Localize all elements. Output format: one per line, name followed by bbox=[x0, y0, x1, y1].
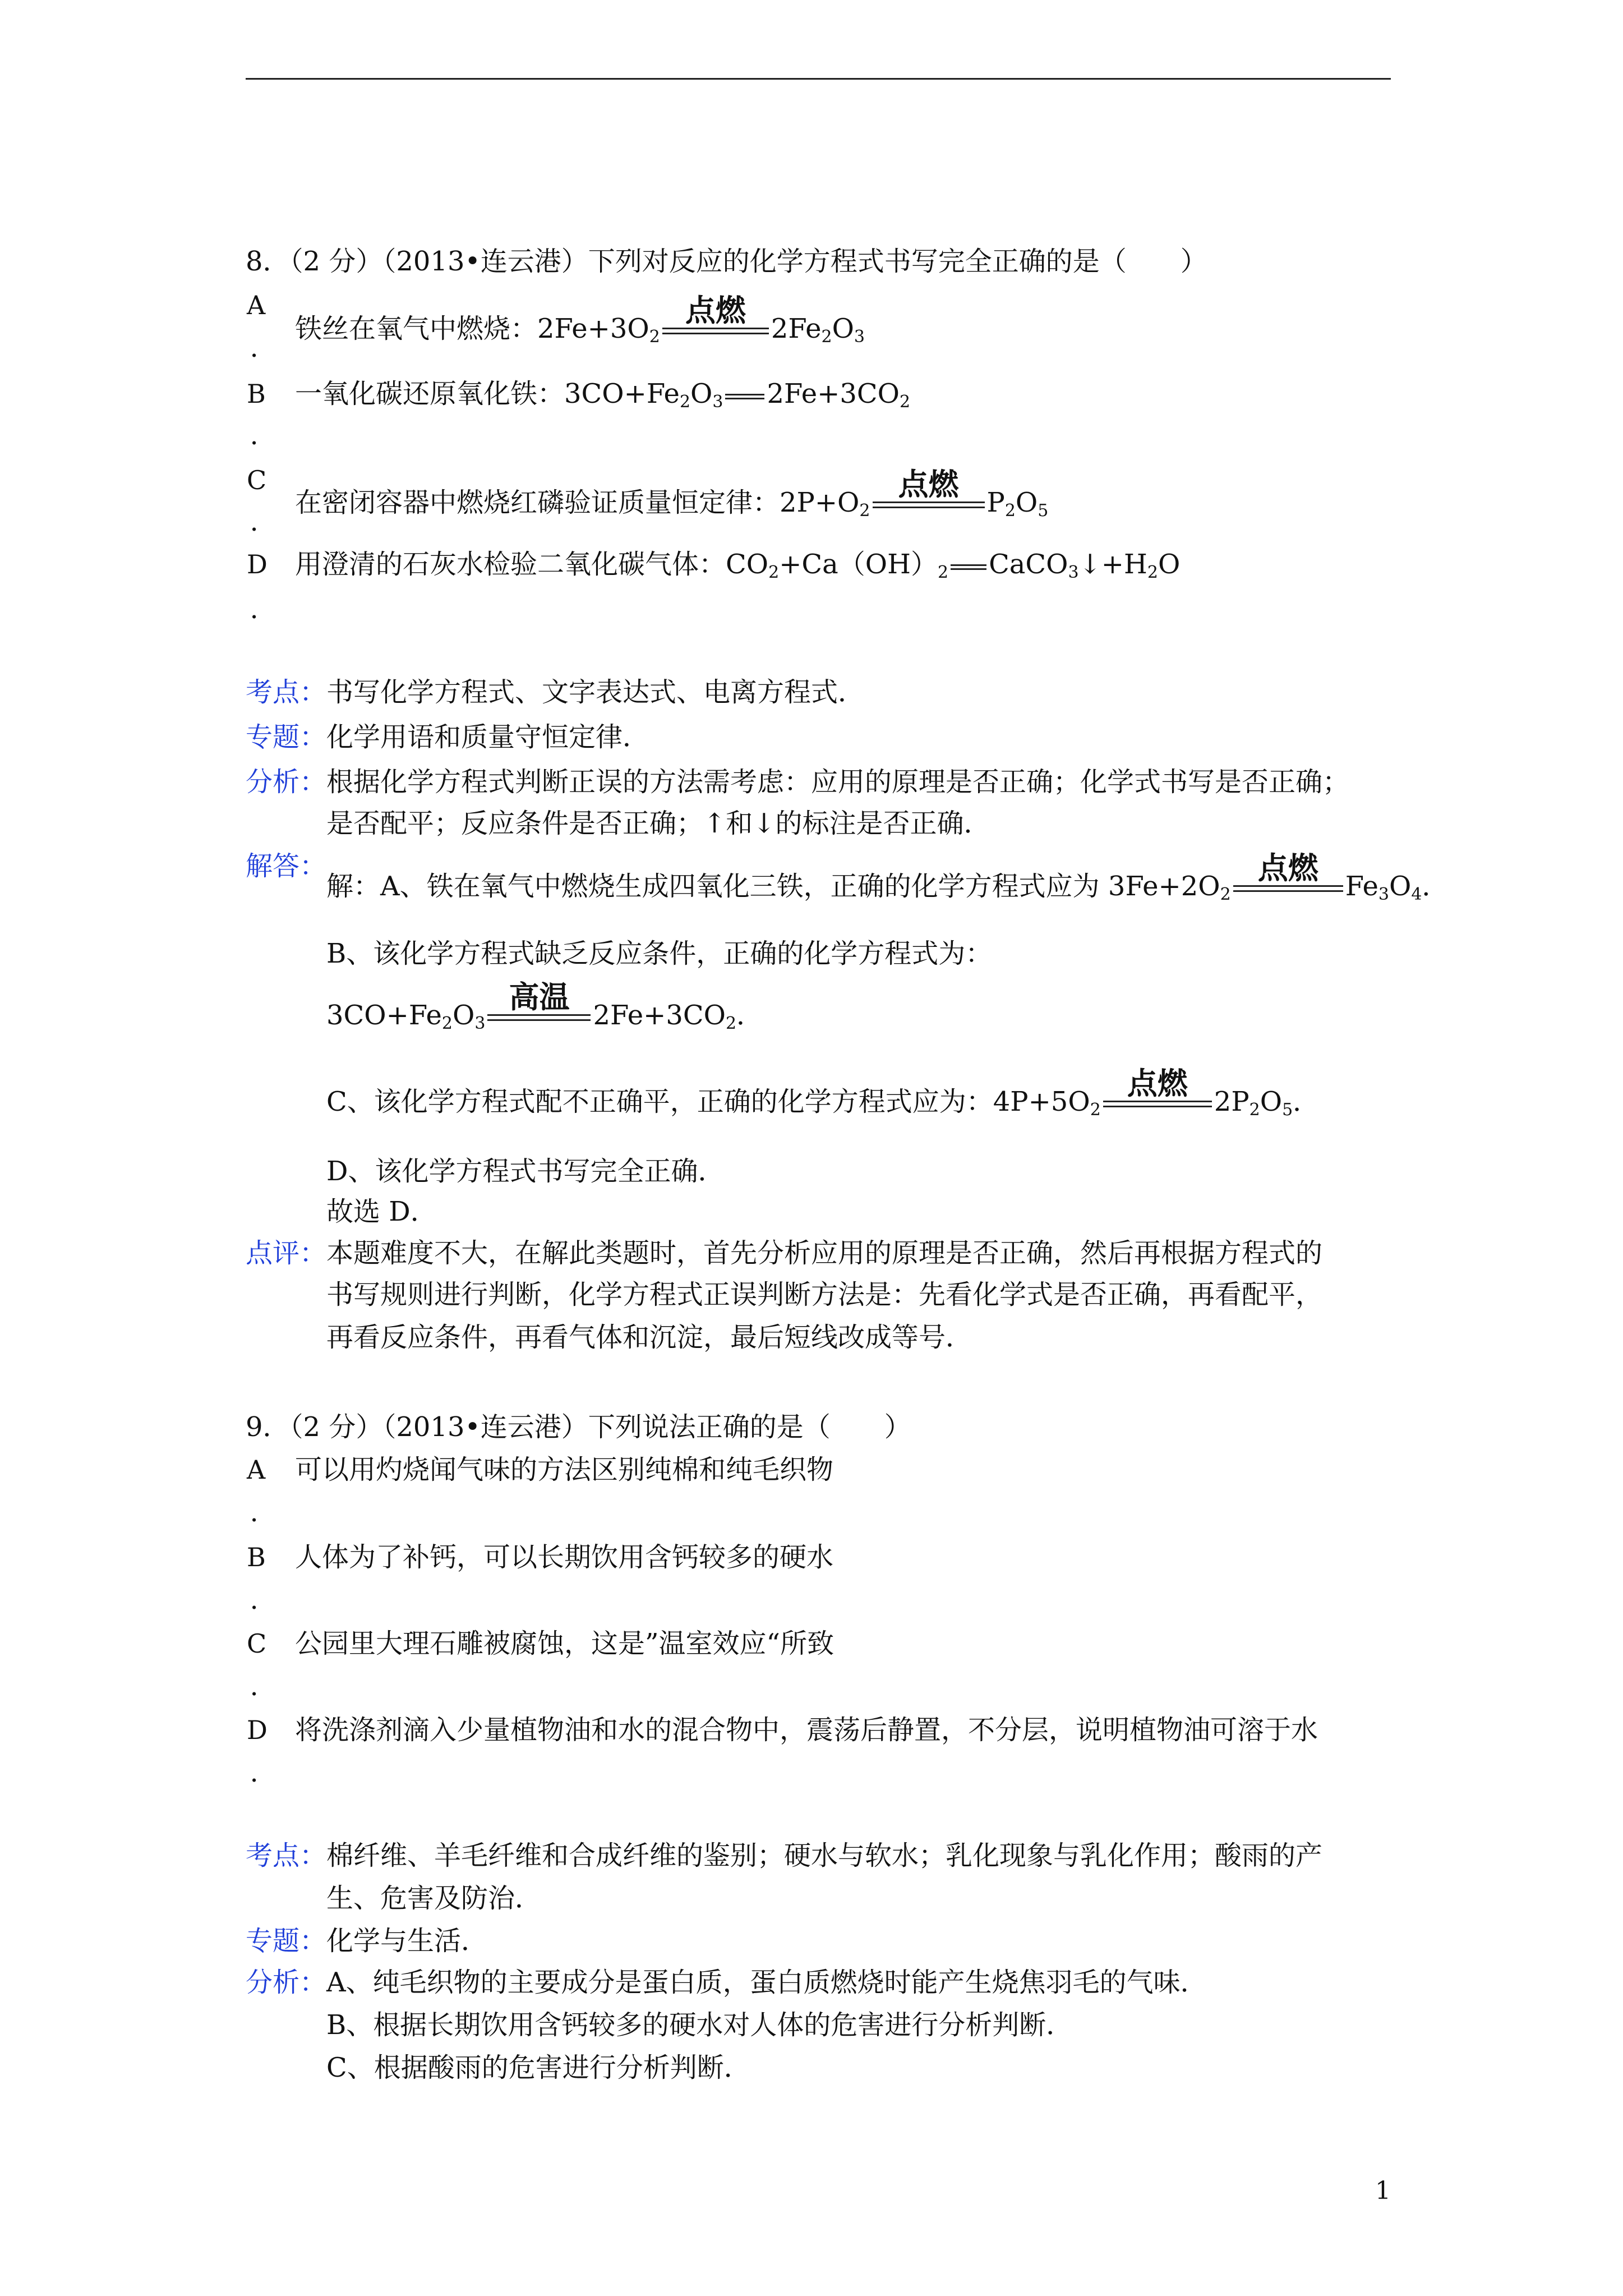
q8-option-a-text: 铁丝在氧气中燃烧： bbox=[295, 313, 538, 344]
page-number: 1 bbox=[1375, 2177, 1391, 2205]
equals-sign bbox=[725, 377, 764, 411]
q9-option-c: 公园里大理石雕被腐蚀，这是”温室效应“所致 bbox=[295, 1628, 834, 1659]
q8-option-c-letter: C bbox=[247, 465, 267, 495]
q8-jieda-selection: 故选 D． bbox=[326, 1196, 437, 1227]
header-rule bbox=[246, 78, 1391, 80]
q8-option-c: 在密闭容器中燃烧红磷验证质量恒定律：$2P+O_2$ 点燃 $P_2O_5$ bbox=[295, 467, 1049, 521]
q8-dianping-line-2: 书写规则进行判断，化学方程式正误判断方法是：先看化学式是否正确，再看配平， bbox=[326, 1279, 1323, 1310]
q8-option-d-letter: D bbox=[247, 549, 268, 579]
q8-option-a-letter: A bbox=[247, 290, 266, 320]
q8-option-a-dot: ． bbox=[250, 333, 276, 363]
q9-option-a-dot: ． bbox=[250, 1497, 276, 1527]
q9-fenxi-a: A、纯毛织物的主要成分是蛋白质，蛋白质燃烧时能产生烧焦羽毛的气味． bbox=[326, 1967, 1207, 1998]
q8-jieda-c: C、该化学方程式配不正确平，正确的化学方程式应为：$4P+5O_2$ 点燃 $2P_2O_5$． bbox=[326, 1066, 1320, 1120]
q9-fenxi-b: B、根据长期饮用含钙较多的硬水对人体的危害进行分析判断． bbox=[326, 2009, 1073, 2041]
q9-kaodian-line-1: 棉纤维、羊毛纤维和合成纤维的鉴别；硬水与软水；乳化现象与乳化作用；酸雨的产 bbox=[326, 1840, 1323, 1871]
reaction-arrow: 点燃 bbox=[873, 486, 985, 519]
q8-dianping-label: 点评： bbox=[246, 1237, 327, 1269]
reaction-arrow: 点燃 bbox=[1233, 869, 1343, 903]
q8-option-c-dot: ． bbox=[250, 507, 276, 537]
q9-option-c-letter: C bbox=[247, 1628, 267, 1659]
q8-fenxi-label: 分析： bbox=[246, 766, 327, 798]
q9-option-d-letter: D bbox=[247, 1715, 268, 1745]
q9-option-d-dot: ． bbox=[250, 1757, 276, 1788]
q8-option-c-text: 在密闭容器中燃烧红磷验证质量恒定律：2P+O bbox=[295, 487, 860, 518]
q8-option-b: 一氧化碳还原氧化铁：$3CO+Fe_2O_3$ $2Fe+3CO_2$ bbox=[295, 378, 911, 412]
q8-dianping-line-3: 再看反应条件，再看气体和沉淀，最后短线改成等号． bbox=[326, 1322, 973, 1353]
q8-option-d-dot: ． bbox=[250, 594, 276, 624]
q9-option-b: 人体为了补钙，可以长期饮用含钙较多的硬水 bbox=[295, 1542, 834, 1573]
q8-jieda-b-line-1: B、该化学方程式缺乏反应条件，正确的化学方程式为： bbox=[326, 938, 993, 969]
q8-jieda-d: D、该化学方程式书写完全正确． bbox=[326, 1156, 725, 1187]
q9-option-b-dot: ． bbox=[250, 1585, 276, 1615]
reaction-arrow: 高温 bbox=[487, 999, 591, 1032]
q9-option-a: 可以用灼烧闻气味的方法区别纯棉和纯毛织物 bbox=[295, 1454, 834, 1485]
q8-jieda-label: 解答： bbox=[246, 850, 327, 882]
q8-stem: 8．（2 分）（2013•连云港）下列对反应的化学方程式书写完全正确的是（ ） bbox=[246, 246, 1207, 277]
q9-option-c-dot: ． bbox=[250, 1671, 276, 1701]
q9-fenxi-c: C、根据酸雨的危害进行分析判断． bbox=[326, 2052, 751, 2083]
q8-option-b-dot: ． bbox=[250, 420, 276, 450]
q8-option-b-letter: B bbox=[247, 379, 266, 409]
q8-zhuanti-label: 专题： bbox=[246, 721, 327, 753]
reaction-arrow bbox=[662, 293, 769, 346]
q8-option-a-lhs: 2Fe+3O bbox=[537, 313, 649, 344]
q8-jieda-b-line-2: $3CO+Fe_2O_3$ 高温 $2Fe+3CO_2$． bbox=[326, 979, 764, 1033]
q8-zhuanti: 化学用语和质量守恒定律． bbox=[326, 721, 650, 753]
q9-stem: 9．（2 分）（2013•连云港）下列说法正确的是（ ） bbox=[246, 1411, 911, 1443]
equals-sign bbox=[951, 547, 986, 581]
q9-zhuanti-label: 专题： bbox=[246, 1925, 327, 1957]
q8-fenxi-line-1: 根据化学方程式判断正误的方法需考虑：应用的原理是否正确；化学式书写是否正确； bbox=[326, 766, 1350, 798]
q8-jieda-a: 解：A、铁在氧气中燃烧生成四氧化三铁，正确的化学方程式应为 $3Fe+2O_2$ 点燃 $Fe_3O_4$． bbox=[326, 850, 1449, 904]
q9-option-a-letter: A bbox=[247, 1455, 266, 1485]
q8-option-d: 用澄清的石灰水检验二氧化碳气体：$CO_2+Ca(OH)_2$ $CaCO_3↓+H_2O$ bbox=[295, 549, 1181, 582]
reaction-arrow: 点燃 bbox=[1103, 1085, 1212, 1119]
q9-kaodian-label: 考点： bbox=[246, 1840, 327, 1871]
q8-option-b-text: 一氧化碳还原氧化铁：3CO+Fe bbox=[295, 378, 680, 409]
q8-option-a: 铁丝在氧气中燃烧：$2Fe+3O_2$ 点燃 $2Fe_2O_3$ bbox=[295, 293, 865, 347]
q8-kaodian: 书写化学方程式、文字表达式、电离方程式． bbox=[326, 677, 865, 708]
q9-option-b-letter: B bbox=[247, 1542, 266, 1572]
q8-fenxi-line-2: 是否配平；反应条件是否正确；↑和↓的标注是否正确． bbox=[326, 808, 991, 839]
q8-option-d-text: 用澄清的石灰水检验二氧化碳气体：CO bbox=[295, 549, 769, 580]
q9-kaodian-line-2: 生、危害及防治． bbox=[326, 1883, 542, 1914]
reaction-condition: 点燃 bbox=[685, 293, 746, 328]
q8-dianping-line-1: 本题难度不大，在解此类题时，首先分析应用的原理是否正确，然后再根据方程式的 bbox=[326, 1237, 1323, 1269]
q8-kaodian-label: 考点： bbox=[246, 677, 327, 708]
q9-option-d: 将洗涤剂滴入少量植物油和水的混合物中，震荡后静置，不分层，说明植物油可溶于水 bbox=[295, 1714, 1318, 1746]
q9-zhuanti: 化学与生活． bbox=[326, 1925, 488, 1957]
q9-fenxi-label: 分析： bbox=[246, 1967, 327, 1998]
